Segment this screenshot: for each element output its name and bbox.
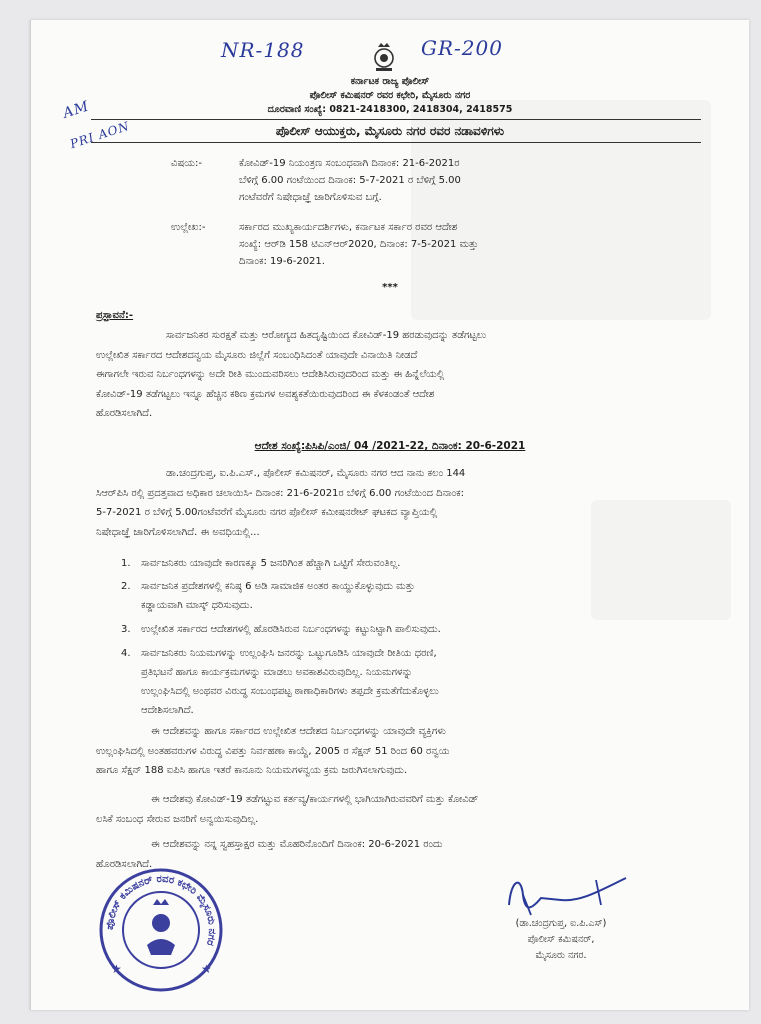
handwritten-gr: GR-200 bbox=[421, 36, 503, 60]
signatory-designation: ಪೊಲೀಸ್ ಕಮಿಷನರ್, bbox=[527, 934, 595, 945]
exemption-paragraph bbox=[96, 790, 708, 829]
list-item-number: 2. bbox=[121, 581, 131, 592]
document-page bbox=[30, 20, 749, 1010]
reference-label: ಉಲ್ಲೇಖ:- bbox=[171, 222, 206, 233]
subject-line: ಬೆಳಿಗ್ಗೆ 6.00 ಗಂಟೆಯಿಂದ ದಿನಾಂಕ: 5-7-2021 ರ ಬೆಳಿಗ್ಗೆ 5.00 bbox=[239, 175, 461, 186]
subject-line: ಕೋವಿಡ್‌-19 ನಿಯಂತ್ರಣ ಸಂಬಂಧವಾಗಿ ದಿನಾಂಕ: 21-6-2021ರ bbox=[239, 158, 460, 169]
preamble-line: ಕೋವಿಡ್‌-19 ತಡೆಗಟ್ಟಲು ಇನ್ನೂ ಹೆಚ್ಚಿನ ಕಠಿಣ ಕ್ರಮಗಳ ಅವಶ್ಯಕತೆಯಿರುವುದರಿಂದ ಈ ಕೆಳಕಂಡಂತೆ ಆದೇಶ bbox=[96, 388, 435, 400]
exemption-line: ಲಸಿಕೆ ಸಂಬಂಧ ಸೇರುವ ಜನರಿಗೆ ಅನ್ವಯಿಸುವುದಿಲ್ಲ. bbox=[96, 813, 259, 825]
state-emblem-icon bbox=[367, 40, 401, 74]
list-item bbox=[121, 554, 711, 573]
list-item-line: ಉಲ್ಲೇಖಿತ ಸರ್ಕಾರದ ಆದೇಶಗಳಲ್ಲಿ ಹೊರಡಿಸಿರುವ ನಿರ್ಬಂಧಗಳನ್ನು ಕಟ್ಟುನಿಟ್ಟಾಗಿ ಪಾಲಿಸುವುದು. bbox=[141, 624, 441, 635]
preamble-paragraph bbox=[96, 326, 708, 424]
order-intro-line: ನಿಷೇಧಾಜ್ಞೆ ಜಾರಿಗೊಳಿಸಲಾಗಿದೆ. ಈ ಅವಧಿಯಲ್ಲಿ... bbox=[96, 526, 260, 538]
list-item-line: ಸಾರ್ವಜನಿಕರು ಯಾವುದೇ ಕಾರಣಕ್ಕೂ 5 ಜನರಿಗಿಂತ ಹೆಚ್ಚಾಗಿ ಒಟ್ಟಿಗೆ ಸೇರುವಂತಿಲ್ಲ. bbox=[141, 558, 401, 569]
preamble-line: ಹೊರಡಿಸಲಾಗಿದೆ. bbox=[96, 408, 153, 419]
list-item-line: ಉಲ್ಲಂಘಿಸಿದಲ್ಲಿ ಅಂಥವರ ವಿರುದ್ಧ ಸಂಬಂಧಪಟ್ಟ ಠಾಣಾಧಿಕಾರಿಗಳು ತಪ್ಪದೇ ಕ್ರಮತೆಗೆದುಕೊಳ್ಳಲು bbox=[141, 686, 439, 697]
preamble-line: ಈಗಾಗಲೇ ಇರುವ ನಿರ್ಬಂಧಗಳನ್ನು ಅದೇ ರೀತಿ ಮುಂದುವರಿಸಲು ಆದೇಶಿಸಿರುವುದರಿಂದ ಮತ್ತು ಈ ಹಿನ್ನೆಲೆಯಲ್ಲಿ bbox=[96, 369, 445, 380]
signatory-place: ಮೈಸೂರು ನಗರ. bbox=[535, 950, 587, 961]
svg-text:★: ★ bbox=[201, 962, 212, 976]
handwritten-nr: NR-188 bbox=[221, 38, 305, 62]
header-phone: ದೂರವಾಣಿ ಸಂಖ್ಯೆ: 0821-2418300, 2418304, 2418575 bbox=[267, 104, 513, 115]
issued-line: ಈ ಆದೇಶವನ್ನು ನನ್ನ ಸ್ವಹಸ್ತಾಕ್ಷರ ಮತ್ತು ಮೊಹರಿನೊಂದಿಗೆ ದಿನಾಂಕ: 20-6-2021 ರಂದು bbox=[151, 839, 443, 850]
handwritten-margin-2: PRI AON bbox=[68, 118, 132, 152]
order-intro-line: ಸಿಆರ್‌ಪಿಸಿ ರಲ್ಲಿ ಪ್ರದತ್ತವಾದ ಅಧಿಕಾರ ಚಲಾಯಿಸಿ- ದಿನಾಂಕ: 21-6-2021ರ ಬೆಳಿಗ್ಗೆ 6.00 ಗಂಟೆಯಿಂದ ದಿನಾಂಕ: bbox=[96, 487, 465, 499]
header-rule bbox=[91, 119, 701, 120]
svg-text:★: ★ bbox=[111, 962, 122, 976]
list-item-number: 3. bbox=[121, 624, 131, 635]
list-item bbox=[121, 620, 711, 639]
order-intro-line: ಡಾ.ಚಂದ್ರಗುಪ್ತ, ಐ.ಪಿ.ಎಸ್., ಪೊಲೀಸ್ ಕಮಿಷನರ್, ಮೈಸೂರು ನಗರ ಆದ ನಾನು ಕಲಂ 144 bbox=[166, 468, 466, 479]
preamble-line: ಉಲ್ಲೇಖಿತ ಸರ್ಕಾರದ ಆದೇಶದನ್ವಯ ಮೈಸೂರು ಜಿಲ್ಲೆಗೆ ಸಂಬಂಧಿಸಿದಂತೆ ಯಾವುದೇ ವಿನಾಯಿತಿ ನೀಡದೆ bbox=[96, 349, 418, 361]
signature-icon bbox=[501, 870, 631, 920]
list-item-line: ಸಾರ್ವಜನಿಕ ಪ್ರದೇಶಗಳಲ್ಲಿ ಕನಿಷ್ಠ 6 ಅಡಿ ಸಾಮಾಜಿಕ ಅಂತರ ಕಾಯ್ದುಕೊಳ್ಳುವುದು ಮತ್ತು bbox=[141, 581, 415, 592]
subject-line: ಗಂಟೆವರೆಗೆ ನಿಷೇಧಾಜ್ಞೆ ಜಾರಿಗೊಳಿಸುವ ಬಗ್ಗೆ. bbox=[239, 192, 382, 203]
list-item-number: 4. bbox=[121, 648, 131, 659]
order-intro-line: 5-7-2021 ರ ಬೆಳಿಗ್ಗೆ 5.00ಗಂಟೆವರೆಗೆ ಮೈಸೂರು ನಗರ ಪೊಲೀಸ್ ಕಮೀಷನರೇಟ್ ಘಟಕದ ವ್ಯಾಪ್ತಿಯಲ್ಲಿ bbox=[96, 507, 438, 518]
order-number: ಆದೇಶ ಸಂಖ್ಯೆ:ಪಿಸಿಪಿ/ಎಂಜಿ/ 04 /2021-22, ದಿನಾಂಕ: 20-6-2021 bbox=[254, 440, 526, 452]
reference-line: ಸರ್ಕಾರದ ಮುಖ್ಯಕಾರ್ಯದರ್ಶಿಗಳು, ಕರ್ನಾಟಕ ಸರ್ಕಾರ ರವರ ಆದೇಶ bbox=[239, 222, 458, 233]
list-item-line: ಆದೇಶಿಸಲಾಗಿದೆ. bbox=[141, 705, 194, 716]
reference-line: ಸಂಖ್ಯೆ: ಆರ್‌ಡಿ 158 ಟಿಎನ್‌ಆರ್‌2020, ದಿನಾಂಕ: 7-5-2021 ಮತ್ತು bbox=[239, 239, 479, 250]
order-intro-paragraph bbox=[96, 464, 708, 542]
title-rule bbox=[91, 142, 701, 143]
document-title: ಪೊಲೀಸ್ ಆಯುಕ್ತರು, ಮೈಸೂರು ನಗರ ರವರ ನಡಾವಳಿಗಳು bbox=[275, 124, 505, 138]
svg-text:ಪೊಲೀಸ್ ಕಮಿಷನರ್ ರವರ ಕಛೇರಿ ಮೈಸೂರ: ಪೊಲೀಸ್ ಕಮಿಷನರ್ ರವರ ಕಛೇರಿ ಮೈಸೂರು ನಗರ bbox=[104, 873, 218, 947]
subject-label: ವಿಷಯ:- bbox=[171, 158, 202, 169]
preamble-line: ಸಾರ್ವಜನಿಕರ ಸುರಕ್ಷತೆ ಮತ್ತು ಆರೋಗ್ಯದ ಹಿತದೃಷ್ಟಿಯಿಂದ ಕೋವಿಡ್‌-19 ಹರಡುವುದನ್ನು ತಡೆಗಟ್ಟಲು bbox=[166, 330, 487, 341]
handwritten-margin-1: AM bbox=[61, 98, 92, 122]
header-org: ಕರ್ನಾಟಕ ರಾಜ್ಯ ಪೊಲೀಸ್ bbox=[350, 76, 430, 87]
exemption-line: ಈ ಆದೇಶವು ಕೋವಿಡ್‌-19 ತಡೆಗಟ್ಟುವ ಕರ್ತವ್ಯ/ಕಾರ್ಯಗಳಲ್ಲಿ ಭಾಗಿಯಾಗಿರುವವರಿಗೆ ಮತ್ತು ಕೋವಿಡ್ bbox=[151, 794, 479, 805]
list-item-line: ಕಡ್ಡಾಯವಾಗಿ ಮಾಸ್ಕ್ ಧರಿಸುವುದು. bbox=[141, 600, 253, 611]
violation-line: ಉಲ್ಲಂಘಿಸಿದಲ್ಲಿ ಅಂತಹವರುಗಳ ವಿರುದ್ಧ ವಿಪತ್ತು ನಿರ್ವಹಣಾ ಕಾಯ್ದೆ, 2005 ರ ಸೆಕ್ಷನ್ 51 ರಿಂದ 60 ರನ್ವಯ bbox=[96, 745, 450, 757]
preamble-heading: ಪ್ರಸ್ತಾವನೆ:- bbox=[96, 310, 134, 321]
list-item bbox=[121, 577, 711, 615]
issued-line: ಹೊರಡಿಸಲಾಗಿದೆ. bbox=[96, 858, 153, 870]
signatory-name: (ಡಾ.ಚಂದ್ರಗುಪ್ತ, ಐ.ಪಿ.ಎಸ್) bbox=[515, 918, 607, 929]
list-item-line: ಪ್ರತಿಭಟನೆ ಹಾಗೂ ಕಾರ್ಯಕ್ರಮಗಳನ್ನು ಮಾಡಲು ಅವಕಾಶವಿರುವುದಿಲ್ಲ. ನಿಯಮಗಳನ್ನು bbox=[141, 667, 413, 678]
violation-line: ಹಾಗೂ ಸೆಕ್ಷನ್ 188 ಐಪಿಸಿ ಹಾಗೂ ಇತರೆ ಕಾನೂನು ನಿಯಮಗಳನ್ವಯ ಕ್ರಮ ಜರುಗಿಸಲಾಗುವುದು. bbox=[96, 765, 408, 776]
list-item-number: 1. bbox=[121, 558, 131, 569]
violation-paragraph bbox=[96, 722, 708, 781]
section-separator: *** bbox=[382, 282, 398, 293]
official-seal-icon bbox=[91, 865, 231, 995]
list-item bbox=[121, 644, 711, 720]
violation-line: ಈ ಆದೇಶವನ್ನು ಹಾಗೂ ಸರ್ಕಾರದ ಉಲ್ಲೇಖಿತ ಆದೇಶದ ನಿರ್ಬಂಧಗಳನ್ನು ಯಾವುದೇ ವ್ಯಕ್ತಿಗಳು bbox=[151, 726, 446, 737]
reference-line: ದಿನಾಂಕ: 19-6-2021. bbox=[239, 256, 325, 267]
list-item-line: ಸಾರ್ವಜನಿಕರು ನಿಯಮಗಳನ್ನು ಉಲ್ಲಂಘಿಸಿ ಜನರನ್ನು ಒಟ್ಟುಗೂಡಿಸಿ ಯಾವುದೇ ರೀತಿಯ ಧರಣಿ, bbox=[141, 648, 437, 659]
header-office: ಪೊಲೀಸ್ ಕಮಿಷನರ್ ರವರ ಕಛೇರಿ, ಮೈಸೂರು ನಗರ bbox=[309, 90, 471, 101]
